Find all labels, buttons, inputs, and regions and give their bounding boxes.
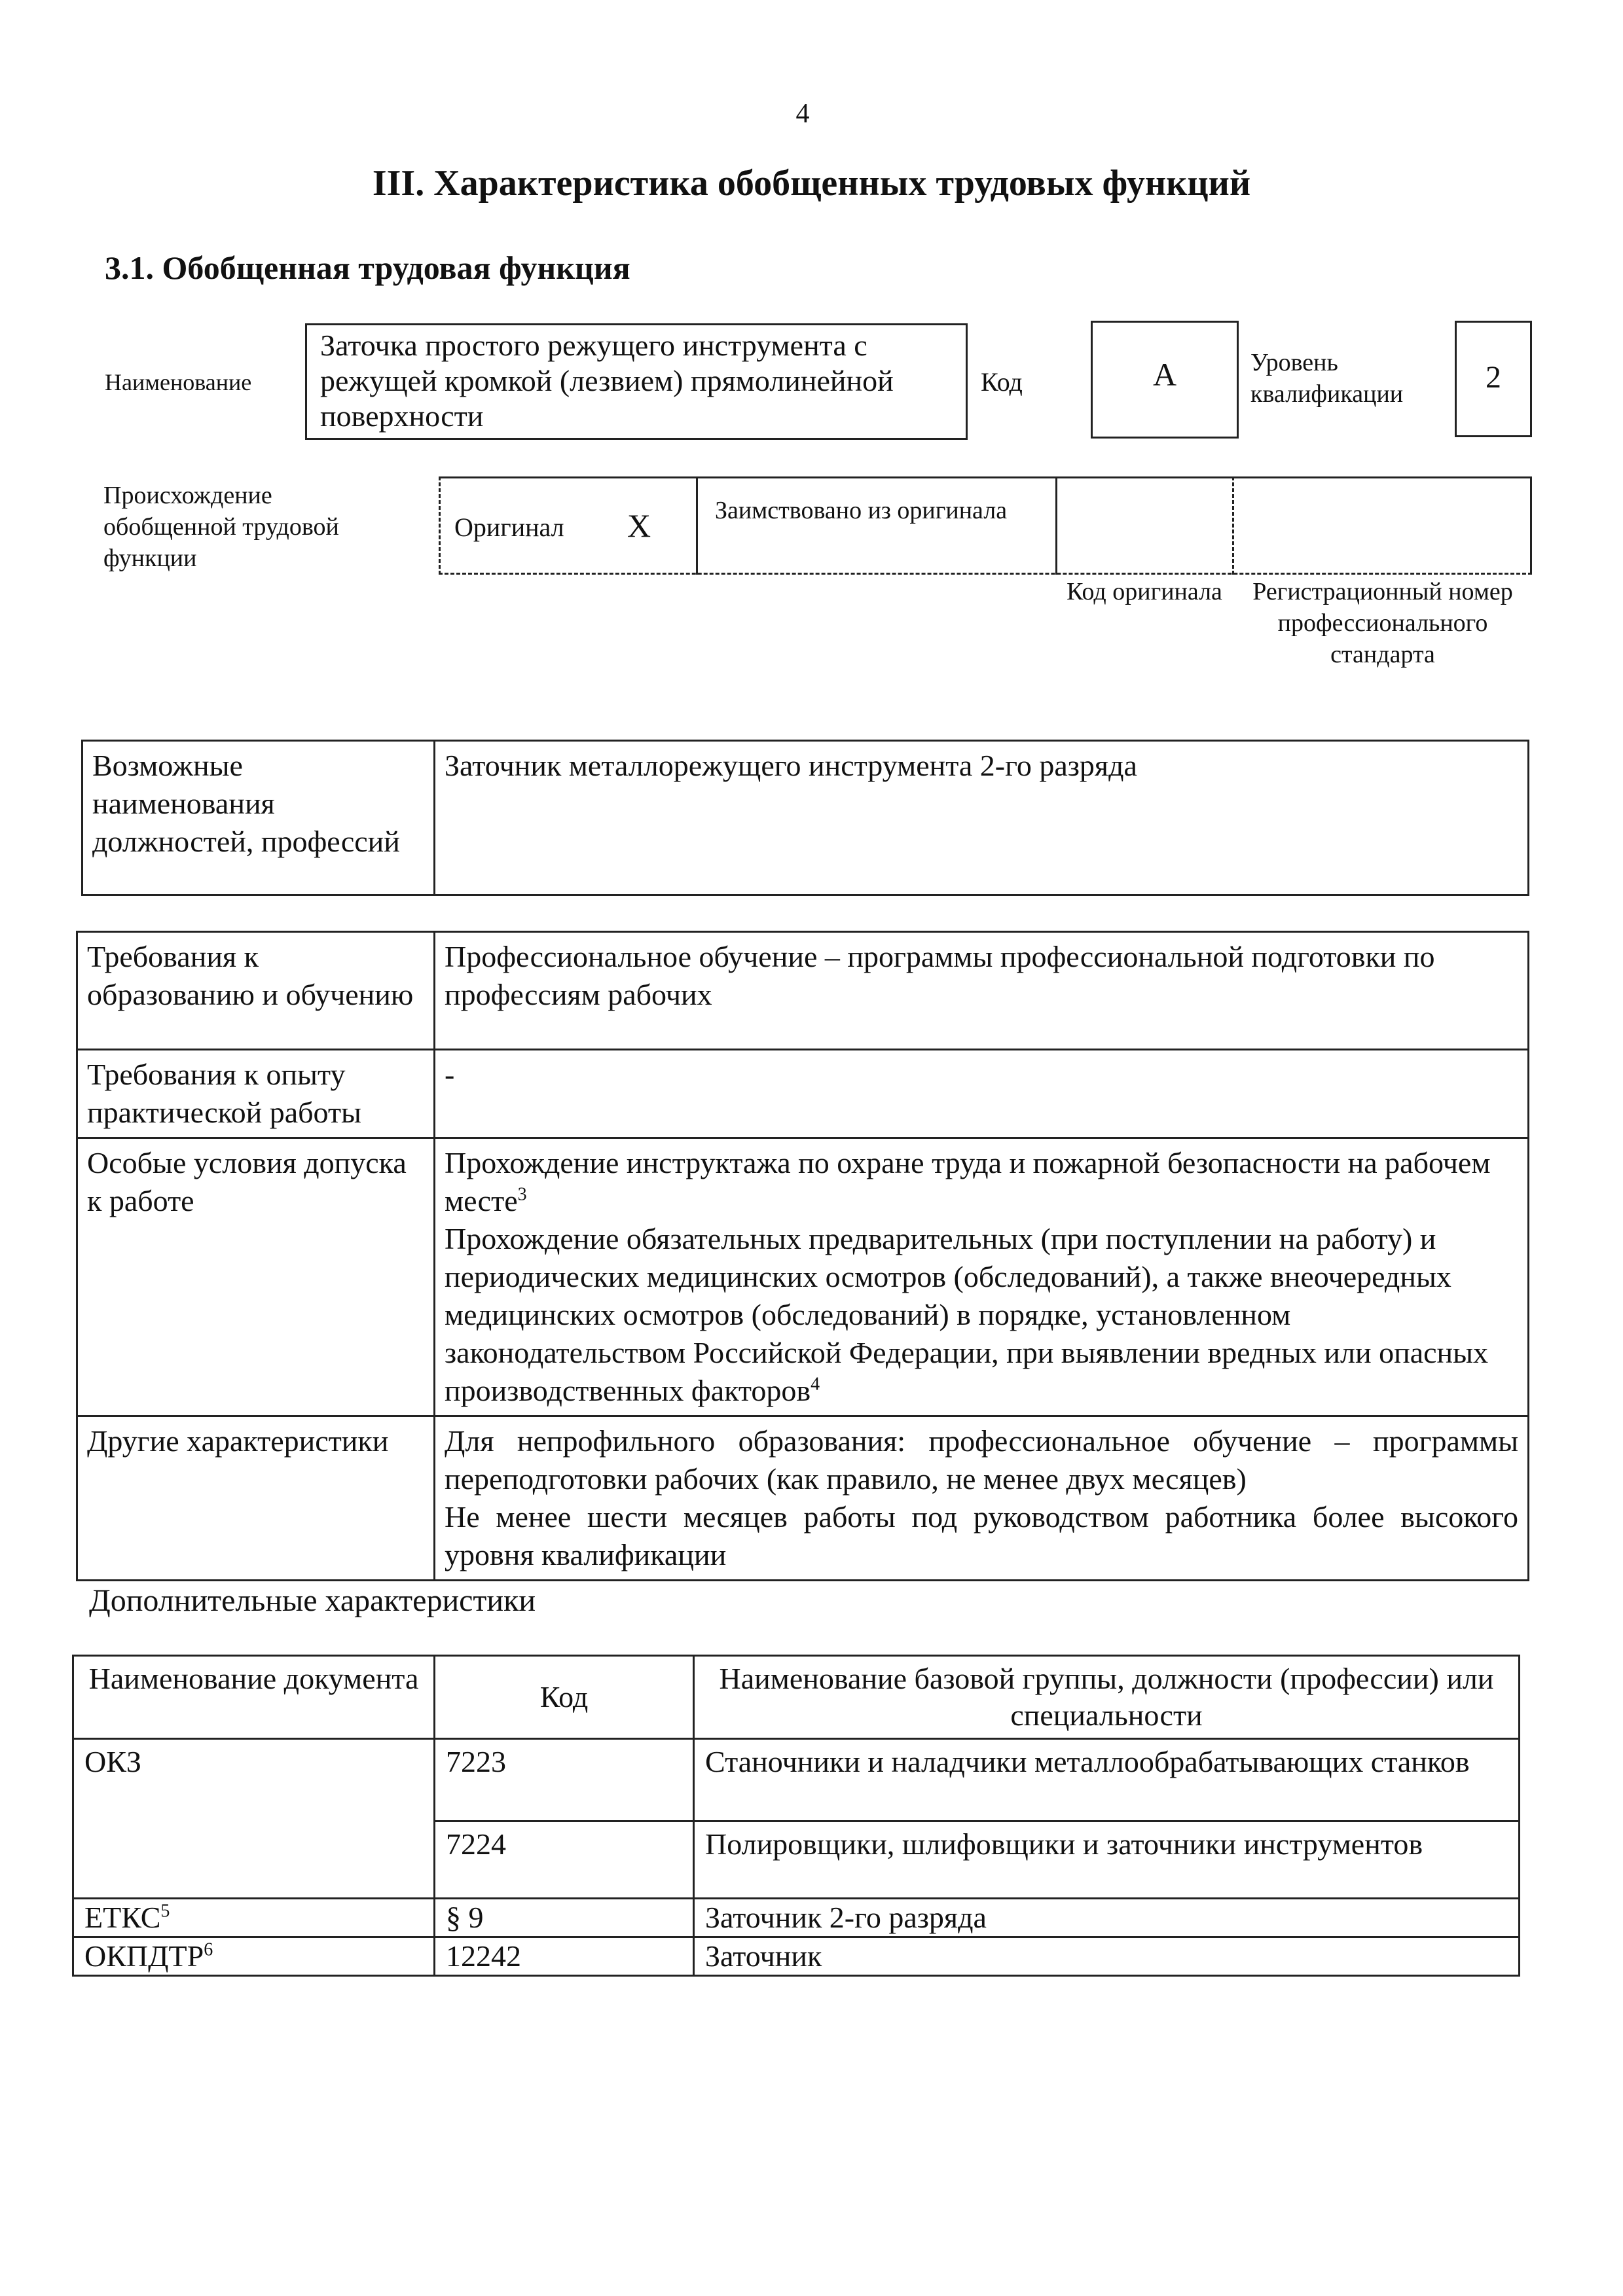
footnote-ref: 4 [811,1374,820,1395]
code-cell: § 9 [435,1899,694,1937]
footnote-ref: 6 [204,1939,213,1960]
reg-number-caption: Регистрационный номер профессионального стандарта [1252,578,1513,668]
additional-table [72,1655,1520,1977]
positions-label: Возможные наименования должностей, профессий [82,741,435,895]
col-header-group: Наименование базовой группы, должности (профессии) или специальности [694,1656,1520,1739]
subsection-title: 3.1. Обобщенная трудовая функция [105,249,630,286]
origin-divider [696,476,698,575]
doc-cell: ОКЗ [73,1739,435,1899]
group-cell: Заточник [694,1937,1520,1976]
level-label: Уровень квалификации [1250,349,1404,408]
requirement-value: Профессиональное обучение – программы профессиональной подготовки по профессиям рабочих [435,932,1529,1050]
code-cell: 7224 [435,1821,694,1899]
requirement-text: Прохождение инструктажа по охране труда и пожарной безопасности на рабочем месте [445,1146,1491,1217]
origin-divider [1232,476,1234,575]
col-header-code: Код [435,1656,694,1739]
positions-value: Заточник металлорежущего инструмента 2-го разряда [435,741,1529,895]
table-row [73,1739,1520,1821]
requirement-label: Другие характеристики [77,1416,435,1581]
table-row [73,1937,1520,1976]
requirement-text: Не менее шести месяцев работы под руководством работника более высокого уровня квалификации [445,1500,1518,1571]
code-value: A [1152,356,1177,393]
original-mark: X [627,507,651,544]
table-row [73,1899,1520,1937]
footnote-ref: 3 [517,1184,527,1205]
requirement-value: - [435,1050,1529,1138]
code-original-caption: Код оригинала [1067,578,1222,605]
group-cell: Заточник 2-го разряда [694,1899,1520,1937]
name-value: Заточка простого режущего инструмента с режущей кромкой (лезвием) прямолинейной поверхности [320,329,894,433]
requirement-text: Для непрофильного образования: профессиональное обучение – программы переподготовки рабочих (как правило, не менее двух месяцев) [445,1424,1518,1496]
group-cell: Станочники и наладчики металлообрабатывающих станков [694,1739,1520,1821]
code-cell: 7223 [435,1739,694,1821]
col-header-document: Наименование документа [73,1656,435,1739]
level-value: 2 [1486,360,1501,395]
positions-table [81,740,1529,896]
origin-label: Происхождение обобщенной трудовой функции [103,482,339,572]
borrowed-label: Заимствовано из оригинала [715,497,1008,524]
doc-cell: ЕТКС$^5$ [73,1899,435,1937]
doc-cell: ОКПДТР$^6$ [73,1937,435,1976]
page-number: 4 [795,99,810,129]
origin-divider [1055,476,1057,575]
requirements-table [76,931,1529,1581]
level-box [1455,321,1532,437]
name-value-box [305,323,968,440]
requirement-label: Требования к образованию и обучению [77,932,435,1050]
requirement-text: Прохождение обязательных предварительных (при поступлении на работу) и периодических медицинских осмотров (обследований), а также внеочередных медицинских осмотров (обследований) в порядке, установленном законодательством Российской Федерации, при выявлении вредных или опасных производственных факторов [445,1222,1489,1407]
original-label: Оригинал [454,512,564,542]
requirement-label: Особые условия допуска к работе [77,1138,435,1416]
code-box [1091,321,1239,439]
requirement-value [435,1138,1529,1416]
group-cell: Полировщики, шлифовщики и заточники инструментов [694,1821,1520,1899]
name-label: Наименование [105,369,252,395]
footnote-ref: 5 [160,1901,170,1922]
code-cell: 12242 [435,1937,694,1976]
requirement-label: Требования к опыту практической работы [77,1050,435,1138]
code-label: Код [981,367,1023,397]
section-title: III. Характеристика обобщенных трудовых функций [372,163,1251,204]
requirement-value [435,1416,1529,1581]
additional-title: Дополнительные характеристики [89,1583,536,1618]
